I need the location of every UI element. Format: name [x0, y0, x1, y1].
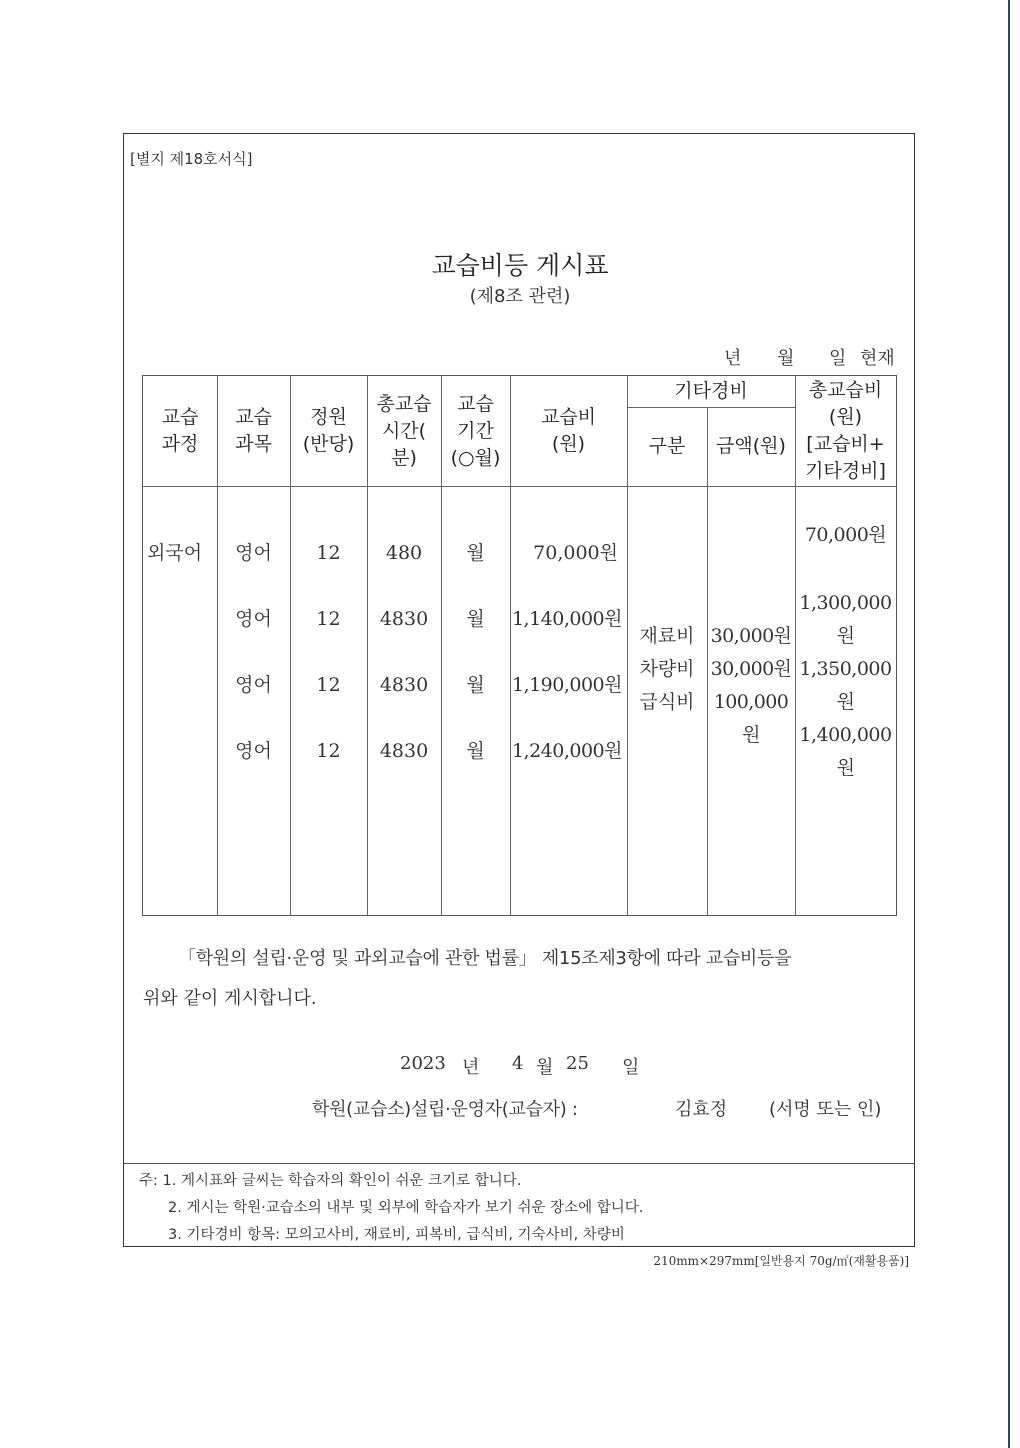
other-cost-amounts: 30,000원 30,000원 100,000 원	[710, 625, 792, 746]
table-row-2-tuition: 1,140,000원	[511, 608, 622, 630]
header-course-type: 교습 과정	[161, 406, 199, 455]
table-row-4-capacity: 12	[316, 740, 341, 762]
total-row-1: 70,000원	[804, 524, 887, 546]
form-number: [별지 제18호서식]	[130, 150, 253, 168]
table-row-3-period: 월	[466, 674, 485, 696]
paper-spec: 210mm×297mm[일반용지 70g/㎡(재활용품)]	[653, 1254, 909, 1268]
header-total-hours: 총교습 시간( 분)	[376, 392, 432, 469]
table-row-1-tuition: 70,000원	[533, 542, 618, 564]
header-other-costs: 기타경비	[674, 380, 748, 402]
header-other-amount: 금액(원)	[716, 435, 786, 457]
date-month-unit: 월	[536, 1057, 554, 1078]
table-row-1-capacity: 12	[316, 542, 341, 564]
as-of-label: 현재	[860, 348, 895, 369]
table-row-4-hours: 4830	[379, 740, 429, 762]
statement-line-2: 위와 같이 게시합니다.	[143, 988, 317, 1009]
table-row-4-period: 월	[466, 740, 485, 762]
as-of-month: 월	[777, 348, 795, 369]
window-edge	[1008, 0, 1010, 1448]
header-tuition: 교습비 (원)	[540, 406, 597, 455]
signer-name: 김효정	[675, 1099, 728, 1120]
tuition-table	[142, 375, 897, 916]
date-day-unit: 일	[622, 1057, 640, 1078]
signer-seal: (서명 또는 인)	[769, 1099, 882, 1120]
table-row-4-subject: 영어	[235, 740, 272, 762]
table-row-2-hours: 4830	[379, 608, 429, 630]
table-row-4-tuition: 1,240,000원	[511, 740, 622, 762]
table-row-3-hours: 4830	[379, 674, 429, 696]
table-row-2-period: 월	[466, 608, 485, 630]
header-subject: 교습 과목	[235, 406, 272, 455]
course-type-value: 외국어	[147, 542, 203, 564]
table-row-3-tuition: 1,190,000원	[511, 674, 622, 696]
date-year: 2023	[400, 1053, 446, 1074]
page-subtitle: (제8조 관련)	[469, 286, 571, 307]
statement-line-1: 「학원의 설립·운영 및 과외교습에 관한 법률」 제15조제3항에 따라 교습비등을	[178, 948, 792, 969]
date-year-unit: 년	[462, 1057, 480, 1078]
table-row-1-period: 월	[466, 542, 485, 564]
as-of-day: 일	[829, 348, 847, 369]
table-row-1-hours: 480	[385, 542, 423, 564]
table-row-3-capacity: 12	[316, 674, 341, 696]
header-total: 총교습비 (원) [교습비+ 기타경비]	[805, 379, 886, 482]
date-month: 4	[512, 1053, 524, 1074]
header-other-category: 구분	[648, 435, 686, 457]
header-period: 교습 기간 (○월)	[450, 392, 501, 469]
header-capacity: 정원 (반당)	[302, 406, 355, 455]
other-cost-categories: 재료비 차량비 급식비	[639, 625, 695, 713]
note-1: 주: 1. 게시표와 글씨는 학습자의 확인이 쉬운 크기로 합니다.	[139, 1173, 522, 1189]
table-row-1-subject: 영어	[235, 542, 272, 564]
note-3: 3. 기타경비 항목: 모의고사비, 재료비, 피복비, 급식비, 기숙사비, 차량비	[168, 1227, 625, 1243]
note-2: 2. 게시는 학원·교습소의 내부 및 외부에 학습자가 보기 쉬운 장소에 합니다.	[168, 1200, 644, 1216]
as-of-year: 년	[724, 348, 742, 369]
table-row-2-capacity: 12	[316, 608, 341, 630]
signer-label: 학원(교습소)설립·운영자(교습자) :	[312, 1099, 578, 1120]
page-title: 교습비등 게시표	[431, 251, 609, 280]
table-row-3-subject: 영어	[235, 674, 272, 696]
notes-divider	[123, 1163, 915, 1164]
total-rows-rest: 1,300,000 원 1,350,000 원 1,400,000 원	[799, 592, 892, 779]
table-row-2-subject: 영어	[235, 608, 272, 630]
date-day: 25	[566, 1053, 589, 1074]
